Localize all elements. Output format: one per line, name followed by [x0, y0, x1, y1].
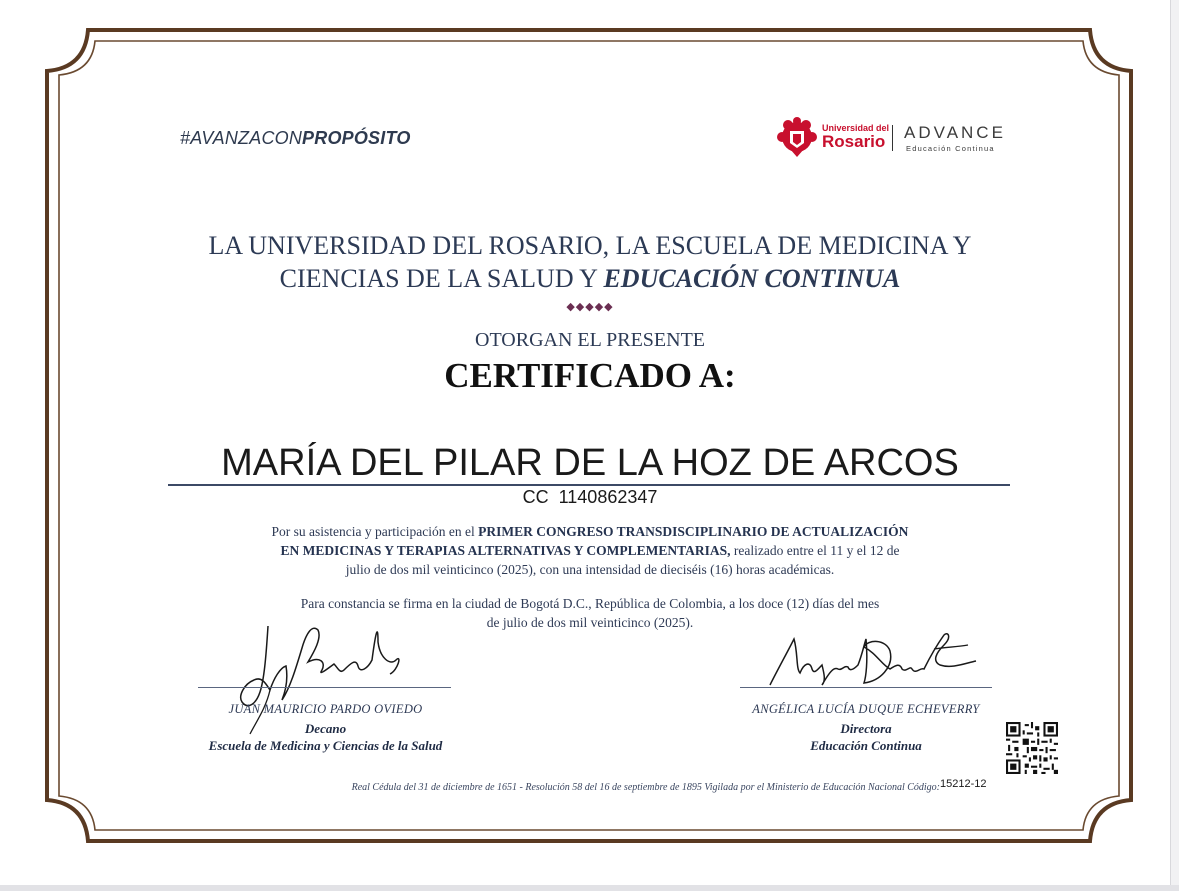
recipient-name: MARÍA DEL PILAR DE LA HOZ DE ARCOS — [221, 442, 959, 484]
otorgan-label: OTORGAN EL PRESENTE — [475, 329, 705, 351]
viewer-bottom-edge — [0, 885, 1179, 891]
hashtag-slogan: #AVANZACONPROPÓSITO — [180, 128, 411, 148]
university-logo — [776, 115, 1016, 160]
recipient-id-number: 1140862347 — [558, 487, 658, 507]
name-underline — [168, 484, 1010, 486]
heading-line-1: LA UNIVERSIDAD DEL ROSARIO, LA ESCUELA DE MEDICINA Y — [208, 231, 972, 260]
university-small-label: Universidad del — [822, 123, 890, 133]
certificate-title: CERTIFICADO A: — [444, 356, 736, 395]
recipient-id: CC 1140862347 — [522, 487, 658, 507]
advance-subtitle: Educación Continua — [906, 144, 995, 153]
heading-emphasis: EDUCACIÓN CONTINUA — [603, 264, 901, 293]
signing-paragraph: Para constancia se firma en la ciudad de Bogotá D.C., República de Colombia, a los doce (12) días del mes de julio de dos mil veinticinco (2025). — [300, 596, 880, 630]
director-signature-line — [740, 687, 992, 688]
dean-signature-line — [198, 687, 451, 688]
director-signature-icon — [760, 625, 985, 695]
viewer-scroll-edge — [1170, 0, 1179, 891]
qr-code-icon[interactable] — [1006, 722, 1058, 774]
legal-footer: Real Cédula del 31 de diciembre de 1651 - Resolución 58 del 16 de septiembre de 1895 Vigilada por el Ministerio de Educación Nacional Código: — [351, 782, 940, 793]
dean-name: JUAN MAURICIO PARDO OVIEDO — [228, 702, 423, 716]
ornament-divider: ◆◆◆◆◆ — [566, 301, 614, 313]
event-name-line-1: PRIMER CONGRESO TRANSDISCIPLINARIO DE ACTUALIZACIÓN — [478, 524, 909, 539]
institution-code: 15212-12 — [940, 778, 987, 790]
university-big-label: Rosario — [822, 132, 886, 151]
advance-brand: ADVANCE — [904, 123, 1006, 142]
director-role: Directora — [840, 721, 892, 736]
heading-line-2: CIENCIAS DE LA SALUD Y EDUCACIÓN CONTINUA — [279, 264, 901, 293]
dean-unit: Escuela de Medicina y Ciencias de la Salud — [208, 738, 443, 753]
logo-separator — [892, 125, 893, 151]
institution-heading — [180, 229, 1000, 295]
director-name: ANGÉLICA LUCÍA DUQUE ECHEVERRY — [752, 702, 980, 716]
rosario-shield-icon — [776, 117, 818, 159]
participation-paragraph: Por su asistencia y participación en el PRIMER CONGRESO TRANSDISCIPLINARIO DE ACTUALIZACIÓN EN MEDICINAS Y TERAPIAS ALTERNATIVAS Y COMPLEMENTARIAS, realizado entre el 11 y el 12 de julio de dos mil veinticinco (2025), con una intensidad de dieciséis (16) horas académicas. — [271, 524, 909, 577]
dean-role: Decano — [304, 721, 347, 736]
dean-signature-icon — [230, 618, 420, 738]
director-unit: Educación Continua — [810, 738, 922, 753]
event-name-line-2: EN MEDICINAS Y TERAPIAS ALTERNATIVAS Y COMPLEMENTARIAS, — [280, 543, 731, 558]
